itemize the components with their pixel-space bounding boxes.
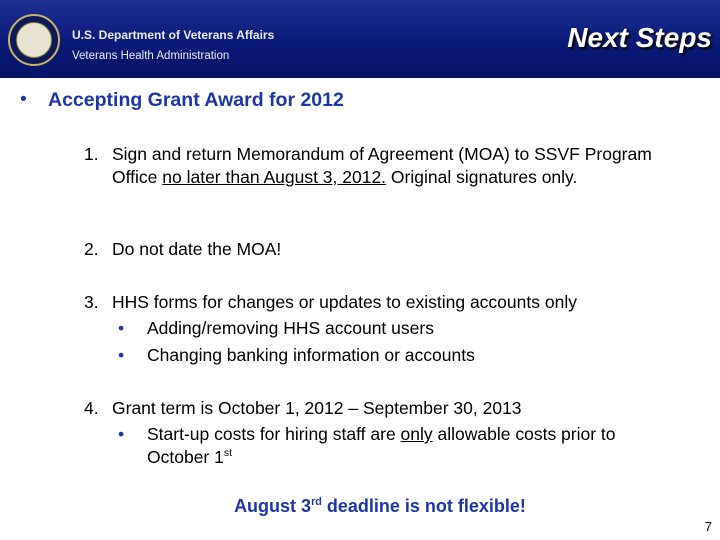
deadline-text: deadline is not flexible! <box>321 496 526 516</box>
item-text-part: Original signatures only. <box>386 167 578 187</box>
item-number: 3. <box>84 292 99 312</box>
item-text <box>112 143 664 189</box>
ordinal-superscript: st <box>223 447 233 460</box>
sub-list-item <box>118 423 666 469</box>
ordinal-superscript: rd <box>311 496 322 508</box>
bullet-icon: • <box>118 424 125 444</box>
page-number: 7 <box>704 519 712 534</box>
list-item <box>84 397 664 420</box>
administration-name: Veterans Health Administration <box>72 50 230 62</box>
slide-title: Next Steps <box>567 22 712 53</box>
bullet-icon: • <box>118 318 125 338</box>
item-number: 1. <box>84 144 99 164</box>
list-item <box>84 143 664 189</box>
list-item <box>84 238 664 261</box>
department-name: U.S. Department of Veterans Affairs <box>72 28 275 42</box>
only-underline: only <box>400 424 433 444</box>
item-text: Grant term is October 1, 2012 – September 30, 2013 <box>112 398 522 418</box>
sub-list-item <box>118 344 678 367</box>
deadline-notice <box>0 496 720 517</box>
item-number: 4. <box>84 398 99 418</box>
deadline-text: August 3 <box>234 496 312 516</box>
sub-item-text: Adding/removing HHS account users <box>147 318 434 338</box>
main-heading <box>20 88 344 112</box>
item-text: Do not date the MOA! <box>112 239 282 259</box>
item-text: HHS forms for changes or updates to existing accounts only <box>112 292 577 312</box>
main-heading-text: Accepting Grant Award for 2012 <box>48 89 344 111</box>
sub-item-text: Changing banking information or accounts <box>147 345 475 365</box>
sub-text-part: Start-up costs for hiring staff are <box>147 424 401 444</box>
deadline-underline: no later than August 3, 2012. <box>162 167 387 187</box>
sub-text-part: allowable costs prior to October 1 <box>147 424 616 467</box>
sub-item-text <box>147 423 666 469</box>
item-number: 2. <box>84 239 99 259</box>
bullet-icon: • <box>20 88 27 110</box>
item-text-part: Sign and return Memorandum of Agreement (MOA) to SSVF Program Office <box>112 144 652 187</box>
sub-list-item <box>118 317 678 340</box>
bullet-icon: • <box>118 345 125 365</box>
list-item <box>84 291 664 314</box>
